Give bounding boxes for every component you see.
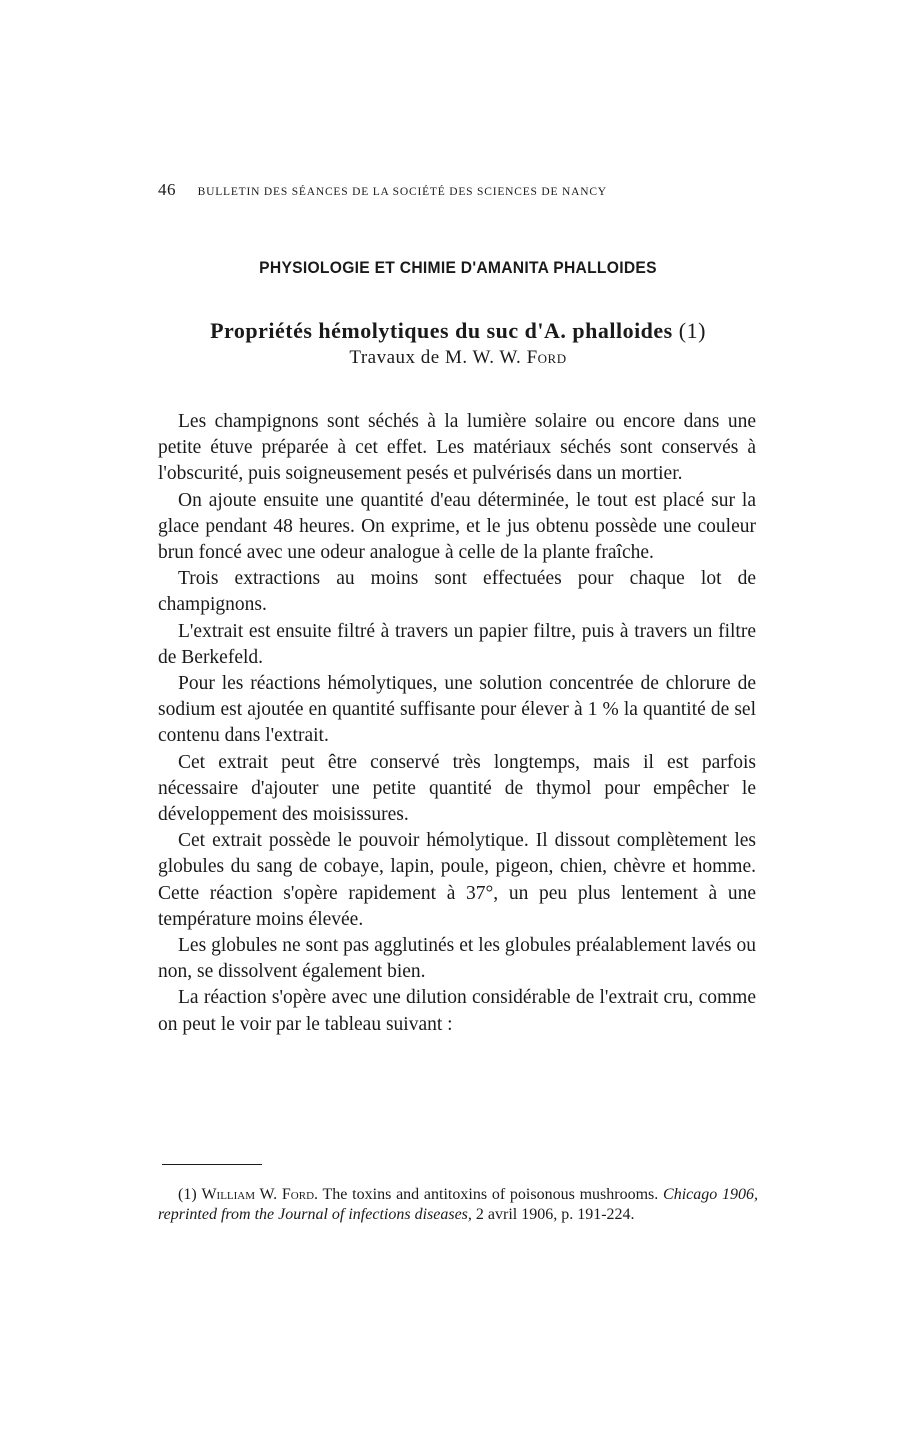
footnote [158, 1185, 758, 1224]
running-head [158, 180, 758, 200]
body-text [158, 409, 756, 1038]
byline-prefix: Travaux de M. W. W. [349, 347, 522, 368]
byline [158, 347, 758, 369]
paragraph: Pour les réactions hémolytiques, une solution concentrée de chlorure de sodium est ajoutée en quantité suffisante pour élever à 1 % la quantité de sel contenu dans l'extrait. [158, 673, 756, 747]
paragraph: Les globules ne sont pas agglutinés et les globules préalablement lavés ou non, se dissolvent également bien. [158, 935, 756, 983]
paragraph: Les champignons sont séchés à la lumière solaire ou encore dans une petite étuve préparée à cet effet. Les matériaux séchés sont conservés à l'obscurité, puis soigneusement pesés et pulvérisés dans un mortier. [158, 411, 756, 485]
footnote-author: William W. Ford. [201, 1186, 319, 1203]
footnote-rule [162, 1164, 262, 1165]
section-title: PHYSIOLOGIE ET CHIMIE D'AMANITA PHALLOIDES [259, 258, 657, 277]
footnote-marker: (1) [178, 1186, 197, 1203]
paragraph: Trois extractions au moins sont effectuées pour chaque lot de champignons. [158, 568, 756, 616]
article-title-text: Propriétés hémolytiques du suc d'A. phalloides [210, 318, 673, 343]
footnote-source: Chicago 1906, reprinted from the Journal of infections diseases, [158, 1186, 759, 1223]
article-title [158, 318, 758, 344]
footnote-details: 2 avril 1906, p. 191-224. [475, 1205, 635, 1223]
author-name: Ford [526, 347, 567, 368]
paragraph: Cet extrait possède le pouvoir hémolytique. Il dissout complètement les globules du sang de cobaye, lapin, poule, pigeon, chien, chèvre et homme. Cette réaction s'opère rapidement à 37°, un peu plus lentement à une température moins élevée. [158, 830, 756, 930]
footnote-text: The toxins and antitoxins of poisonous mushrooms. [322, 1186, 659, 1203]
paragraph: Cet extrait peut être conservé très longtemps, mais il est parfois nécessaire d'ajouter une petite quantité de thymol pour empêcher le développement des moisissures. [158, 751, 756, 826]
paragraph: La réaction s'opère avec une dilution considérable de l'extrait cru, comme on peut le voir par le tableau suivant : [158, 987, 756, 1035]
page-number: 46 [158, 180, 176, 199]
paragraph: On ajoute ensuite une quantité d'eau déterminée, le tout est placé sur la glace pendant 48 heures. On exprime, et le jus obtenu possède une couleur brun foncé avec une odeur analogue à celle de la plante fraîche. [158, 489, 756, 564]
journal-title: BULLETIN DES SÉANCES DE LA SOCIÉTÉ DES SCIENCES DE NANCY [197, 186, 607, 198]
footnote-reference: (1) [678, 318, 706, 343]
paragraph: L'extrait est ensuite filtré à travers un papier filtre, puis à travers un filtre de Berkefeld. [158, 620, 756, 668]
